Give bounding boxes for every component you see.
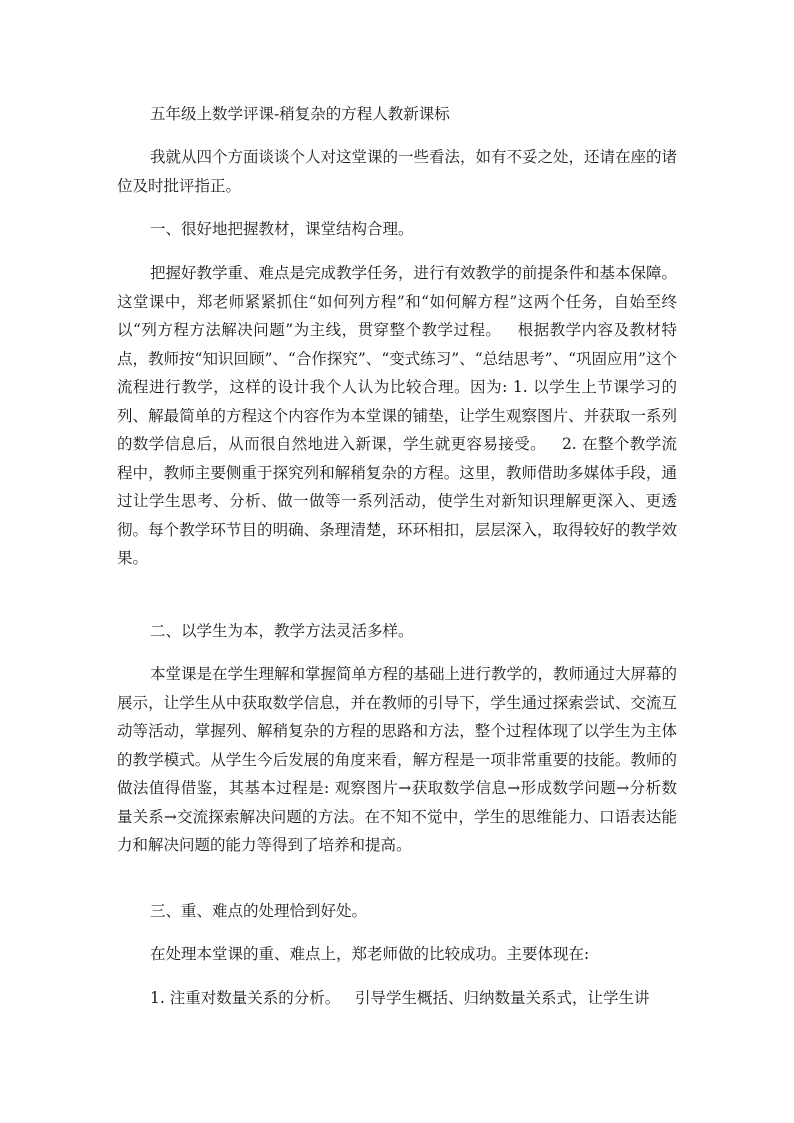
intro-paragraph: 我就从四个方面谈谈个人对这堂课的一些看法，如有不妥之处，还请在座的诸位及时批评指正。 [117,148,678,195]
section-body-2: 本堂课是在学生理解和掌握简单方程的基础上进行教学的，教师通过大屏幕的展示，让学生从中获取数学信息，并在教师的引导下，学生通过探索尝试、交流互动等活动，掌握列、解稍复杂的方程的思路和方法，整个过程体现了以学生为主体的教学模式。从学生今后发展的角度来看，解方程是一项非常重要的技能。教师的做法值得借鉴，其基本过程是: 观察图片→获取数学信息→形成数学问题→分析数量关系→交流探索解决问题的方法。在不知不觉中，学生的思维能力、口语表达能力和解决问题的能力等得到了培养和提高。 [117,665,678,854]
document-title: 五年级上数学评课-稍复杂的方程人教新课标 [150,105,450,123]
section-body-3: 在处理本堂课的重、难点上，郑老师做的比较成功。主要体现在: [150,945,590,963]
section-heading-3: 三、重、难点的处理恰到好处。 [150,902,368,920]
section-heading-2: 二、以学生为本，教学方法灵活多样。 [150,622,414,640]
section-3-list-item-1: 1. 注重对数量关系的分析。 引导学生概括、归纳数量关系式，让学生讲 [150,989,650,1007]
section-heading-1: 一、很好地把握教材，课堂结构合理。 [150,220,414,238]
section-body-1: 把握好教学重、难点是完成教学任务，进行有效教学的前提条件和基本保障。这堂课中，郑老师紧紧抓住“如何列方程”和“如何解方程”这两个任务，自始至终以“列方程方法解决问题”为主线，贯穿整个教学过程。 根据教学内容及教材特点，教师按“知识回顾”、“合作探究”、“变式练习”、“总结思考”、“巩固应用”这个流程进行教学，这样的设计我个人认为比较合理。因为: 1. 以学生上节课学习的列、解最简单的方程这个内容作为本堂课的铺垫，让学生观察图片、并获取一系列的数学信息后，从而很自然地进入新课，学生就更容易接受。 2. 在整个教学流程中，教师主要侧重于探究列和解稍复杂的方程。这里，教师借助多媒体手段，通过让学生思考、分析、做一做等一系列活动，使学生对新知识理解更深入、更透彻。每个教学环节目的明确、条理清楚，环环相扣，层层深入，取得较好的教学效果。 [117,264,678,567]
